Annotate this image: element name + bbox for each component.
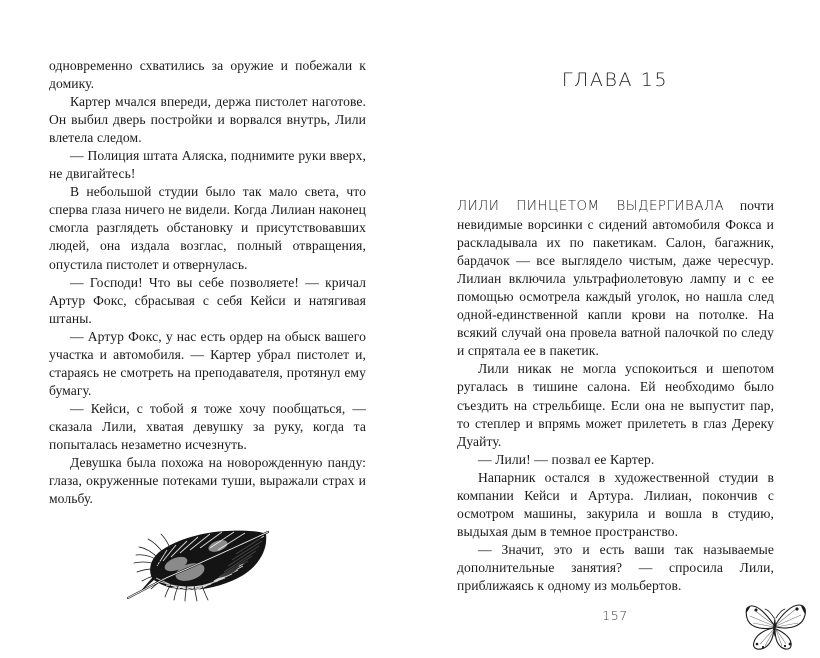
page-number: 157 [602,608,628,623]
paragraph: — Кейси, с тобой я тоже хочу пообщаться, — сказала Лили, хватая девушку за руку, когда та попыталась незаметно исчезнуть. [49,400,366,452]
paragraph: — Значит, это и есть ваши так называемые дополнительные занятия? — спросила Лили, приближаясь к одному из мольбертов. [457,541,774,593]
paragraph: одновременно схватились за оружие и побежали к домику. [49,58,366,92]
opening-lead-in: ЛИЛИ ПИНЦЕТОМ ВЫДЕРГИВАЛА [457,199,725,214]
left-page-text-column [49,57,366,508]
feather-icon [118,528,278,606]
paragraph: В небольшой студии было так мало света, что сперва глаза ничего не видели. Когда Лилиан наконец смогла разглядеть обстановку и присутствовавших людей, она издала возглас, полный отвращения, опустила пистолет и отвернулась. [49,184,366,272]
butterfly-icon [738,599,812,653]
paragraph: Девушка была похожа на новорожденную панду: глаза, окруженные потеками туши, выражали страх и мольбу. [49,455,366,507]
paragraph: — Артур Фокс, у нас есть ордер на обыск вашего участка и автомобиля. — Картер убрал пистолет и, стараясь не смотреть на преподавателя, протянул ему бумагу. [49,328,366,398]
paragraph: — Лили! — позвал ее Картер. [478,451,655,467]
opening-paragraph-rest: почти невидимые ворсинки с сидений автомобиля Фокса и раскладывала их по пакетикам. Салон, багажник, бардачок — все выглядело чистым, даже чересчур. Лилиан включила ультрафиолетовую лампу и с ее помощью осмотрела каждый уголок, но нашла след одной-единственной капли крови на потолке. На всякий случай она провела ватной палочкой по следу и спрятала ее в пакетик. [457,198,774,359]
paragraph: — Полиция штата Аляска, поднимите руки вверх, не двигайтесь! [49,148,366,182]
right-page-text-column [457,197,774,595]
paragraph: Лили никак не могла успокоиться и шепотом ругалась в тишине салона. Ей необходимо было съездить на стрельбище. Если она не выпустит пар, то степлер и впрямь может прилететь в глаз Дереку Дуайту. [457,361,774,449]
paragraph: Картер мчался впереди, держа пистолет наготове. Он выбил дверь постройки и ворвался внутрь, Лили влетела следом. [49,94,366,146]
chapter-heading: ГЛАВА 15 [561,68,669,91]
chapter-opening-paragraph [457,197,774,360]
right-page [410,0,820,656]
paragraph: — Господи! Что вы себе позволяете! — кричал Артур Фокс, сбрасывая с себя Кейси и натягивая штаны. [49,274,366,326]
paragraph: Напарник остался в художественной студии в компании Кейси и Артура. Лилиан, покончив с осмотром машины, закурила и вошла в студию, выдыхая дым в темное пространство. [457,469,774,539]
left-page [0,0,410,656]
